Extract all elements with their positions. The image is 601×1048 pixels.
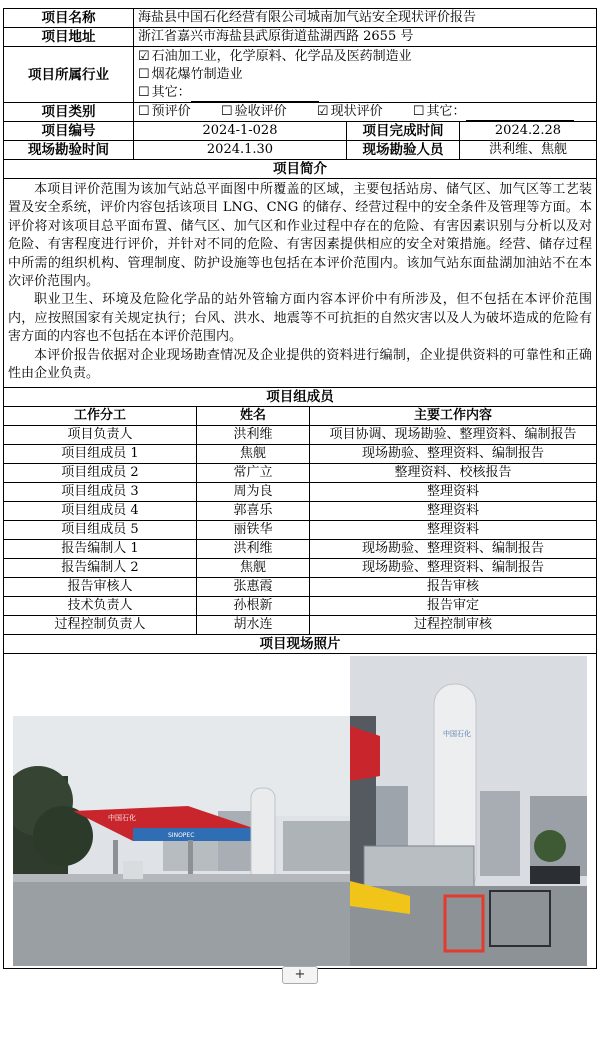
team-header-duty: 主要工作内容	[310, 407, 597, 426]
category-label: 项目类别	[4, 103, 134, 122]
canopy-sign-text: 中国石化	[108, 814, 136, 823]
intro-paragraph-3: 本评价报告依据对企业现场勘查情况及企业提供的资料进行编制，企业提供资料的可靠性和正确性由企业负责。	[8, 347, 592, 382]
team-role: 项目组成员 1	[4, 445, 197, 464]
checkbox-empty-icon: ☐	[412, 104, 425, 119]
team-member-name: 焦舰	[197, 445, 310, 464]
intro-paragraph-1: 本项目评价范围为该加气站总平面图中所覆盖的区域，主要包括站房、储气区、加气区等工艺装置及安全系统，评价内容包括该项目 LNG、CNG 的储存、经营过程中的安全条件及管理等方面。本评价将对该项目总平面布置、储气区、加气区和作业过程中存在的危险、有害因素识别与分析以及对危险、有害程度进行评价，并针对不同的危险、有害因素提供相应的安全对策措施。经营、储存过程中所需的组织机构、管理制度、防护设施等也包括在本评价范围内。该加气站东面盐湖加油站不在本次评价范围内。	[8, 182, 592, 290]
team-row	[4, 445, 597, 464]
industry-option-1[interactable]: ☑ 石油加工业，化学原料、化学品及医药制造业	[138, 48, 412, 64]
checkbox-empty-icon: ☐	[220, 104, 233, 119]
industry-option-3[interactable]: ☐ 其它：	[138, 84, 592, 102]
team-duty: 整理资料	[310, 521, 597, 540]
intro-title: 项目简介	[4, 160, 597, 179]
category-option-2[interactable]: ☐ 验收评价	[220, 104, 287, 119]
team-row	[4, 426, 597, 445]
photo-cell	[4, 654, 597, 969]
project-name-value: 海盐县中国石化经营有限公司城南加气站安全现状评价报告	[134, 9, 597, 28]
team-role: 项目组成员 2	[4, 464, 197, 483]
team-role: 技术负责人	[4, 597, 197, 616]
team-header-name: 姓名	[197, 407, 310, 426]
intro-body	[4, 179, 597, 388]
team-member-name: 郭喜乐	[197, 502, 310, 521]
industry-label: 项目所属行业	[4, 47, 134, 103]
team-row	[4, 464, 597, 483]
team-role: 报告编制人 2	[4, 559, 197, 578]
team-row	[4, 540, 597, 559]
checkbox-checked-icon: ☑	[316, 104, 329, 119]
team-duty: 报告审核	[310, 578, 597, 597]
team-duty: 现场勘验、整理资料、编制报告	[310, 445, 597, 464]
tank-text: 中国石化	[443, 730, 471, 739]
team-header-role: 工作分工	[4, 407, 197, 426]
team-role: 报告编制人 1	[4, 540, 197, 559]
team-row	[4, 597, 597, 616]
category-option-4[interactable]: ☐ 其它：	[412, 104, 466, 119]
project-no-value: 2024-1-028	[134, 122, 347, 141]
team-role: 项目组成员 3	[4, 483, 197, 502]
team-member-name: 孙根新	[197, 597, 310, 616]
team-duty: 整理资料	[310, 483, 597, 502]
team-member-name: 胡水连	[197, 616, 310, 635]
category-options	[134, 103, 597, 122]
team-duty: 现场勘验、整理资料、编制报告	[310, 540, 597, 559]
report-form	[3, 8, 596, 969]
project-name-label: 项目名称	[4, 9, 134, 28]
canopy-brand-text: SINOPEC	[168, 832, 195, 840]
team-duty: 整理资料	[310, 502, 597, 521]
team-duty: 过程控制审核	[310, 616, 597, 635]
team-member-name: 焦舰	[197, 559, 310, 578]
team-title: 项目组成员	[4, 388, 597, 407]
team-rows	[4, 426, 597, 635]
category-option-3[interactable]: ☑ 现状评价	[316, 104, 383, 119]
team-duty: 项目协调、现场勘验、整理资料、编制报告	[310, 426, 597, 445]
intro-paragraph-2: 职业卫生、环境及危险化学品的站外管输方面内容本评价中有所涉及，但不包括在本评价范围内，应按照国家有关规定执行；台风、洪水、地震等不可抗拒的自然灾害以及人为破坏造成的危险有害方面的内容也不包括在本评价范围内。	[8, 292, 592, 345]
survey-time-value: 2024.1.30	[134, 141, 347, 160]
team-member-name: 常广立	[197, 464, 310, 483]
team-row	[4, 559, 597, 578]
finish-time-label: 项目完成时间	[347, 122, 460, 141]
checkbox-checked-icon: ☑	[138, 48, 150, 64]
team-role: 项目组成员 5	[4, 521, 197, 540]
team-row	[4, 578, 597, 597]
project-address-label: 项目地址	[4, 28, 134, 47]
checkbox-empty-icon: ☐	[138, 66, 150, 82]
team-duty: 报告审定	[310, 597, 597, 616]
team-member-name: 洪利维	[197, 426, 310, 445]
team-member-name: 周为良	[197, 483, 310, 502]
team-role: 项目组成员 4	[4, 502, 197, 521]
checkbox-empty-icon: ☐	[138, 84, 150, 100]
team-role: 报告审核人	[4, 578, 197, 597]
category-option-1[interactable]: ☐ 预评价	[138, 104, 191, 119]
site-photo-canopy	[13, 716, 350, 966]
photos-title: 项目现场照片	[4, 635, 597, 654]
team-row	[4, 521, 597, 540]
project-address-value: 浙江省嘉兴市海盐县武原街道盐湖西路 2655 号	[134, 28, 597, 47]
team-duty: 现场勘验、整理资料、编制报告	[310, 559, 597, 578]
team-table	[3, 387, 597, 969]
team-duty: 整理资料、校核报告	[310, 464, 597, 483]
team-member-name: 丽铁华	[197, 521, 310, 540]
info-table	[3, 8, 597, 388]
other-blank-line	[191, 87, 319, 102]
add-button[interactable]: +	[282, 966, 318, 984]
checkbox-empty-icon: ☐	[138, 104, 150, 119]
finish-time-value: 2024.2.28	[460, 122, 597, 141]
other-blank-line	[466, 106, 574, 121]
project-no-label: 项目编号	[4, 122, 134, 141]
team-member-name: 洪利维	[197, 540, 310, 559]
survey-time-label: 现场勘验时间	[4, 141, 134, 160]
team-role: 项目负责人	[4, 426, 197, 445]
industry-option-2[interactable]: ☐ 烟花爆竹制造业	[138, 66, 243, 82]
survey-staff-label: 现场勘验人员	[347, 141, 460, 160]
team-row	[4, 483, 597, 502]
team-row	[4, 616, 597, 635]
team-member-name: 张惠霞	[197, 578, 310, 597]
team-row	[4, 502, 597, 521]
survey-staff-value: 洪利维、焦舰	[460, 141, 597, 160]
team-role: 过程控制负责人	[4, 616, 197, 635]
site-photo-tank	[350, 656, 587, 966]
industry-options	[134, 47, 597, 103]
